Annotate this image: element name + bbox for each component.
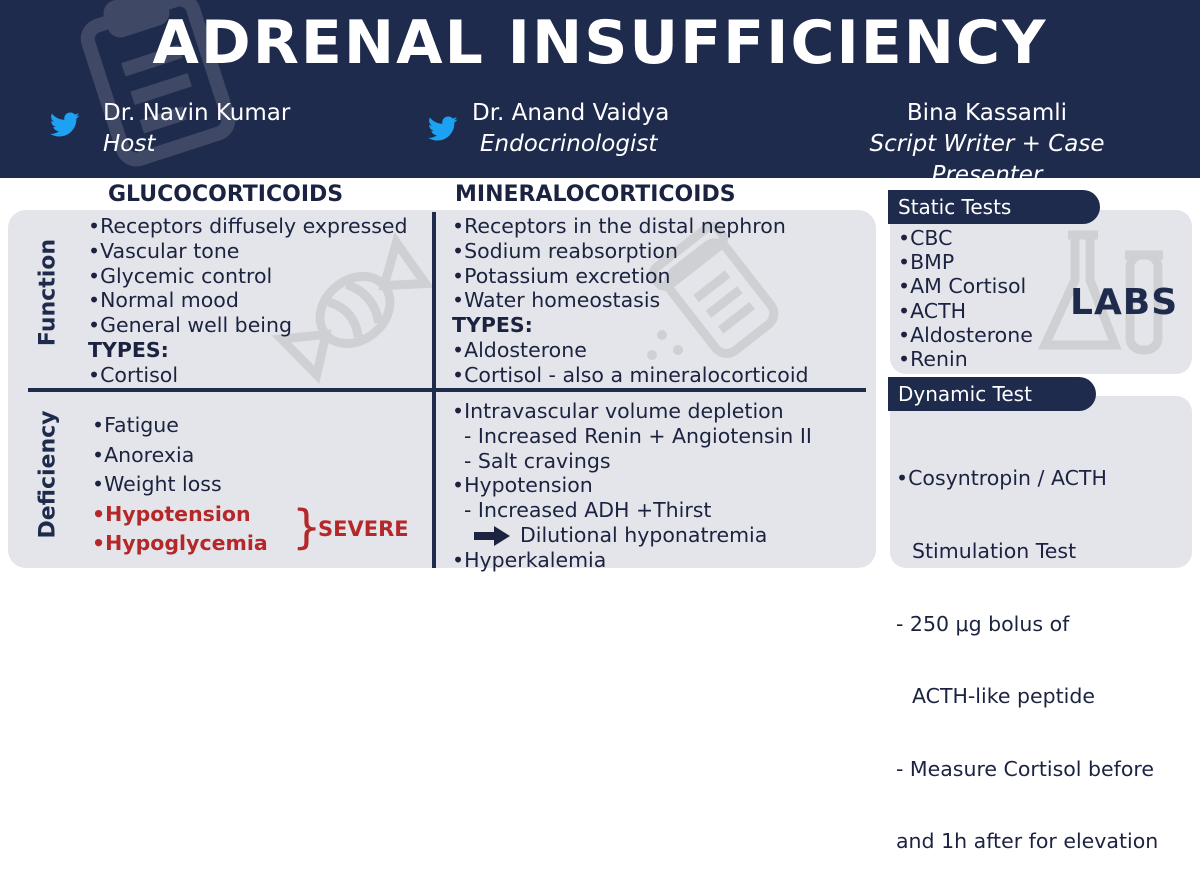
person-role: Host — [103, 131, 156, 157]
static-tests-list — [898, 226, 1033, 371]
arrow-result-line — [452, 523, 812, 548]
severe-brace: } — [292, 500, 322, 554]
person-role: Endocrinologist — [480, 131, 658, 157]
person-name: Dr. Anand Vaidya — [472, 100, 670, 126]
labs-heading: LABS — [1070, 282, 1179, 323]
severe-item: Hypoglycemia — [105, 531, 268, 555]
person-role: Script Writer + Case Presenter — [869, 131, 1105, 188]
result-text: Dilutional hyponatremia — [520, 522, 768, 547]
list-item-severe — [92, 500, 268, 530]
person-name: Bina Kassamli — [906, 100, 1068, 126]
list-item: •Vascular tone — [88, 238, 240, 263]
list-item: and 1h after for elevation — [896, 829, 1159, 854]
header-banner — [0, 0, 1200, 188]
list-item: Stimulation Test — [912, 539, 1077, 564]
list-item: •Potassium excretion — [452, 263, 671, 288]
types-label: TYPES: — [452, 313, 533, 338]
host-info — [103, 98, 290, 160]
row-divider — [28, 388, 866, 392]
list-item: •Weight loss — [92, 472, 222, 496]
column-header-mineralocorticoids: MINERALOCORTICOIDS — [455, 182, 736, 207]
static-tests-header: Static Tests — [888, 190, 1100, 224]
list-item: •CBC — [898, 226, 953, 250]
list-item: •BMP — [898, 250, 955, 275]
function-mineralocorticoids-cell — [452, 214, 809, 388]
person-name: Dr. Navin Kumar — [103, 100, 291, 126]
bullet: • — [92, 531, 106, 555]
list-subitem: - Increased ADH +Thirst — [464, 498, 712, 523]
list-subitem: - Increased Renin + Angiotensin II — [464, 423, 812, 448]
list-item: •Glycemic control — [88, 263, 273, 288]
list-item: •Water homeostasis — [452, 288, 661, 313]
list-item: •ACTH — [898, 298, 967, 323]
page-title: ADRENAL INSUFFICIENCY — [152, 8, 1048, 78]
list-item: •Intravascular volume depletion — [452, 399, 784, 423]
bullet: • — [92, 501, 106, 526]
column-header-glucocorticoids: GLUCOCORTICOIDS — [108, 182, 344, 207]
list-item: - Measure Cortisol before — [896, 756, 1154, 781]
list-item: •Hypotension — [452, 473, 593, 498]
function-glucocorticoids-cell — [88, 214, 408, 388]
list-item: •General well being — [88, 313, 293, 338]
list-item: •Normal mood — [88, 288, 239, 313]
list-item: •Receptors diffusely expressed — [88, 214, 408, 238]
twitter-icon[interactable] — [428, 116, 458, 142]
list-item: •Cortisol - also a mineralocorticoid — [452, 362, 809, 387]
script-writer-info — [812, 98, 1162, 191]
list-item: •Aldosterone — [898, 322, 1033, 347]
row-label-deficiency: Deficiency — [35, 410, 61, 539]
list-item-severe — [92, 529, 268, 559]
dynamic-test-header: Dynamic Test — [888, 377, 1096, 411]
list-item: •Cortisol — [88, 362, 179, 387]
endocrinologist-info — [472, 98, 669, 160]
list-item: •Receptors in the distal nephron — [452, 214, 786, 238]
list-item: - 250 μg bolus of — [896, 611, 1070, 636]
severe-label: SEVERE — [318, 517, 409, 541]
row-label-function: Function — [35, 238, 61, 347]
list-item: ACTH-like peptide — [912, 684, 1095, 709]
arrow-right-icon — [474, 526, 510, 546]
deficiency-glucocorticoids-cell — [92, 411, 268, 559]
dynamic-test-list — [896, 418, 1158, 878]
list-item: •Aldosterone — [452, 337, 587, 362]
types-label: TYPES: — [88, 337, 169, 362]
list-item: •Fatigue — [92, 413, 179, 437]
list-item: •Sodium reabsorption — [452, 238, 678, 263]
list-item: •Renin — [898, 347, 968, 372]
list-item: •AM Cortisol — [898, 274, 1027, 299]
severe-item: Hypotension — [105, 501, 251, 526]
list-item: •Anorexia — [92, 442, 195, 467]
list-item: •Hyperkalemia — [452, 547, 607, 572]
deficiency-mineralocorticoids-cell — [452, 399, 812, 573]
list-subitem: - Salt cravings — [464, 448, 611, 473]
list-item: •Cosyntropin / ACTH — [896, 466, 1107, 491]
twitter-icon[interactable] — [50, 112, 80, 138]
